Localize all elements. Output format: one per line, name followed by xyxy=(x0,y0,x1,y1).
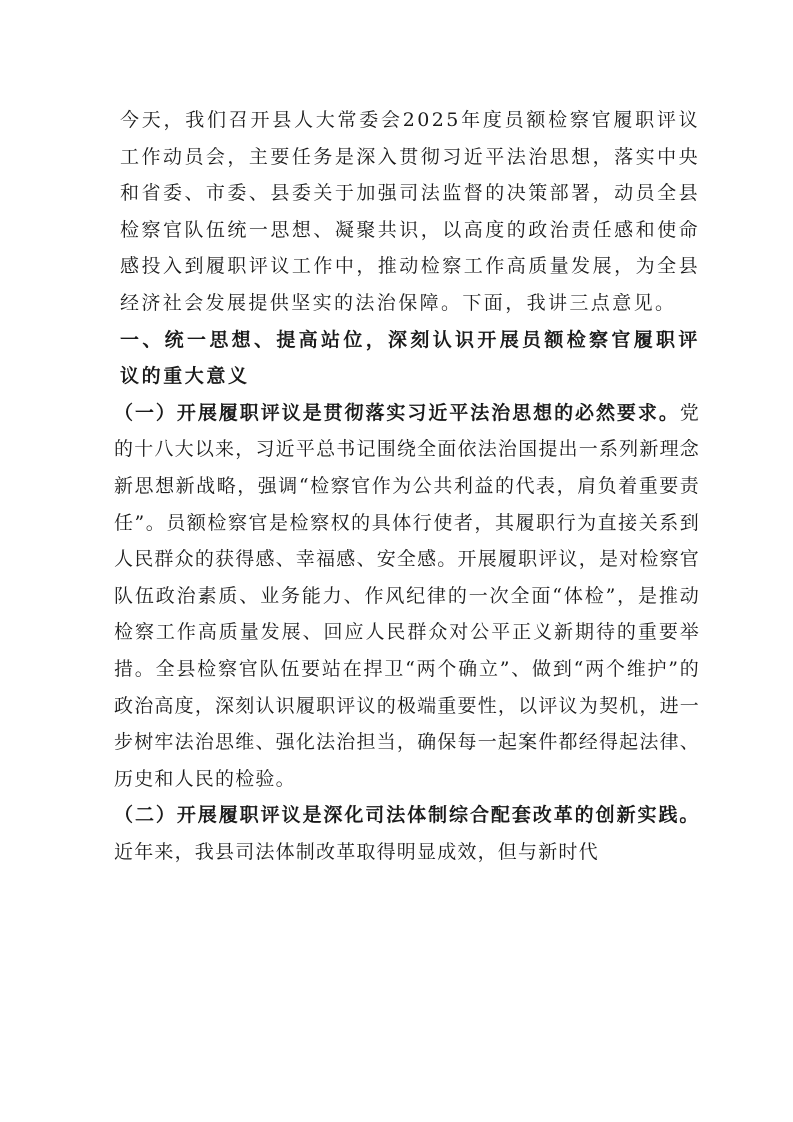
intro-paragraph: 今天，我们召开县人大常委会2025年度员额检察官履职评议工作动员会，主要任务是深入贯彻习近平法治思想，落实中央和省委、市委、县委关于加强司法监督的决策部署，动员全县检察官队伍统一思想、凝聚共识，以高度的政治责任感和使命感投入到履职评议工作中，推动检察工作高质量发展，为全县经济社会发展提供坚实的法治保障。下面，我讲三点意见。 xyxy=(120,109,700,314)
subsection-1-heading: （一）开展履职评议是贯彻落实习近平法治思想的必然要求。 xyxy=(114,401,680,424)
subsection-1-body: 党的十八大以来，习近平总书记围绕全面依法治国提出一系列新理念新思想新战略，强调“检察官作为公共利益的代表，肩负着重要责任”。员额检察官是检察权的具体行使者，其履职行为直接关系到人民群众的获得感、幸福感、安全感。开展履职评议，是对检察官队伍政治素质、业务能力、作风纪律的一次全面“体检”，是推动检察工作高质量发展、回应人民群众对公平正义新期待的重要举措。全县检察官队伍要站在捍卫“两个确立”、做到“两个维护”的政治高度，深刻认识履职评议的极端重要性，以评议为契机，进一步树牢法治思维、强化法治担当，确保每一起案件都经得起法律、历史和人民的检验。 xyxy=(114,401,700,790)
subsection-2-body: 近年来，我县司法体制改革取得明显成效，但与新时代 xyxy=(114,840,599,863)
subsection-1-paragraph xyxy=(114,395,700,798)
subsection-2-heading: （二）开展履职评议是深化司法体制综合配套改革的创新实践。 xyxy=(114,804,700,827)
subsection-2-paragraph xyxy=(114,797,700,870)
document-page xyxy=(114,102,700,870)
section-1-heading: 一、统一思想、提高站位，深刻认识开展员额检察官履职评议的重大意义 xyxy=(120,328,700,388)
